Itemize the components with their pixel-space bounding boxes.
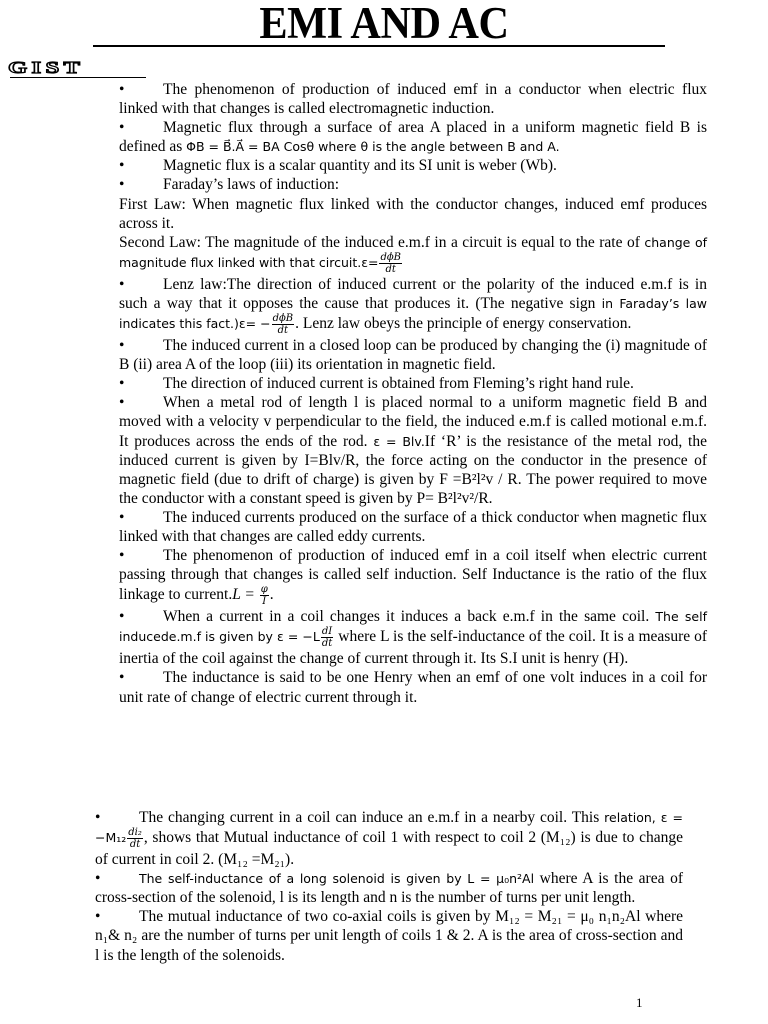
page-title: EMI AND AC: [259, 0, 509, 48]
bullet: •: [119, 608, 125, 626]
formula-text: ε = Blv.: [373, 433, 425, 449]
bullet: •: [95, 908, 101, 926]
bullet: •: [119, 337, 125, 355]
numerator: φ: [260, 584, 268, 596]
list-item: [119, 336, 707, 374]
gist-underline: [10, 77, 146, 78]
list-item: [95, 907, 683, 964]
fraction: [127, 827, 143, 850]
flux-formula: ΦB = B⃗.A⃗ = BA Cosθ where θ is the angle between B and A.: [186, 139, 560, 155]
numerator: dI: [321, 626, 333, 638]
item-text: where A is the area of cross-section of the solenoid, l is its length and n is the number of turns per unit length.: [95, 870, 683, 907]
fraction: [272, 313, 295, 336]
page-number: 1: [636, 995, 643, 1010]
denominator: dt: [277, 325, 289, 337]
item-text: Second Law: The magnitude of the induced e.m.f in a circuit is equal to the rate of: [119, 233, 645, 251]
paragraph: [119, 233, 707, 275]
list-item: [119, 668, 707, 706]
bullet: •: [119, 81, 125, 98]
list-item: • The phenomenon of production of induced emf in a coil itself when electric current passing through that changes is called self induction. Self Inductance is the ratio of the flux linkage to current.L = $\frac{\varphi}{I}$ .: [119, 547, 707, 608]
list-item: [119, 393, 707, 508]
item-text: Magnetic flux is a scalar quantity and its SI unit is weber (Wb).: [163, 157, 557, 175]
bullet: •: [95, 809, 101, 826]
bullet: •: [119, 669, 125, 687]
bullet: •: [95, 870, 101, 888]
formula-text: in Faraday’s law indicates this fact.)ε= −: [119, 295, 707, 332]
denominator: dt: [129, 839, 141, 851]
item-text: The direction of induced current is obtained from Fleming’s right hand rule.: [163, 375, 634, 393]
item-text: When a metal rod of length l is placed normal to a uniform magnetic field B and moved with a velocity v perpendicular to the field, the induced e.m.f is called motional e.m.f. It produces across the ends of the rod.: [119, 394, 707, 450]
list-item: [119, 156, 707, 175]
numerator: dϕB: [272, 313, 294, 325]
item-text: where L is the self-inductance of the coil. It is a measure of inertia of the coil against the change of current through it. Its S.I unit is henry (H).: [119, 628, 707, 668]
bullet: •: [119, 375, 125, 393]
item-text: Faraday’s laws of induction:: [163, 176, 340, 194]
formula-text: relation, ε = −M₁₂: [95, 810, 683, 846]
fraction: [321, 626, 333, 649]
list-item: [119, 118, 707, 156]
list-item: [119, 175, 707, 194]
item-text: The induced current in a closed loop can be produced by changing the (i) magnitude of B (ii) area A of the loop (iii) its orientation in magnetic field.: [119, 337, 707, 374]
list-item: [95, 869, 683, 907]
numerator: di₂: [128, 827, 142, 839]
item-text: If ‘R’ is the resistance of the metal rod, the induced current is given by I=Blv/R, the force acting on the conductor in the presence of magnetic field (due to drift of charge) is given by F =B²l²v / R. The power required to move the conductor with a constant speed is given by P= B²l²v²/R.: [119, 432, 707, 507]
gist-label: GIST: [8, 58, 85, 77]
title-underline: [93, 45, 665, 47]
item-text: When a current in a coil changes it induces a back e.m.f in the same coil.: [163, 608, 656, 626]
item-text: , shows that Mutual inductance of coil 1 with respect to coil 2 (M₁₂) is due to change of current in coil 2. (M₁₂ =M₂₁).: [95, 829, 683, 869]
list-item: [95, 808, 683, 869]
notes-body: [119, 80, 707, 707]
list-item: [119, 80, 707, 118]
bullet: •: [119, 157, 125, 175]
list-item: [119, 607, 707, 668]
fraction: [260, 584, 269, 607]
bullet: •: [119, 275, 125, 293]
fraction: [379, 252, 402, 275]
formula-text: The self-inductance of a long solenoid is given by L = μ₀n²Al: [139, 871, 535, 887]
list-item: [119, 275, 707, 336]
paragraph: First Law: When magnetic flux linked with the conductor changes, induced emf produces across it.: [119, 195, 707, 232]
notes-body-continued: [95, 808, 683, 965]
item-text: The mutual inductance of two co-axial coils is given by M₁₂ = M₂₁ = μ₀ n₁n₂Al where n₁& n₂ are the number of turns per unit length of coils 1 & 2. A is the area of cross-section and l is the length of the solenoids.: [95, 908, 683, 964]
bullet: •: [119, 394, 125, 412]
list-item: [119, 374, 707, 393]
bullet: •: [119, 547, 125, 565]
item-text: The phenomenon of production of induced emf in a coil itself when electric current passing through that changes is called self induction. Self Inductance is the ratio of the flux linkage to current.: [119, 547, 707, 604]
item-text: The induced currents produced on the surface of a thick conductor when magnetic flux linked with that changes are called eddy currents.: [119, 508, 707, 545]
bullet: •: [119, 176, 125, 194]
item-text: Magnetic flux through a surface of area A placed in a uniform magnetic field B is defined as: [119, 119, 707, 156]
item-text: Lenz law:The direction of induced current or the polarity of the induced e.m.f is in such a way that it opposes the cause that produces it. (The negative sign: [119, 275, 707, 312]
numerator: dϕB: [380, 251, 402, 263]
denominator: dt: [321, 638, 333, 650]
item-text: . Lenz law obeys the principle of energy conservation.: [295, 315, 632, 333]
denominator: dt: [385, 263, 396, 275]
item-text: The phenomenon of production of induced emf in a conductor when electric flux linked with that changes is called electromagnetic induction.: [119, 81, 707, 118]
bullet: •: [119, 508, 125, 526]
denominator: I: [262, 596, 267, 608]
item-text: The inductance is said to be one Henry when an emf of one volt induces in a coil for unit rate of change of electric current through it.: [119, 669, 707, 706]
formula-text: L =: [232, 586, 259, 604]
formula-text: The self inducede.m.f is given by ε = −L: [119, 609, 707, 645]
formula-text: change of magnitude flux linked with that circuit.ε=: [119, 234, 707, 270]
list-item: [119, 508, 707, 546]
bullet: •: [119, 119, 125, 137]
item-text: The changing current in a coil can induce an e.m.f in a nearby coil. This: [139, 809, 605, 826]
